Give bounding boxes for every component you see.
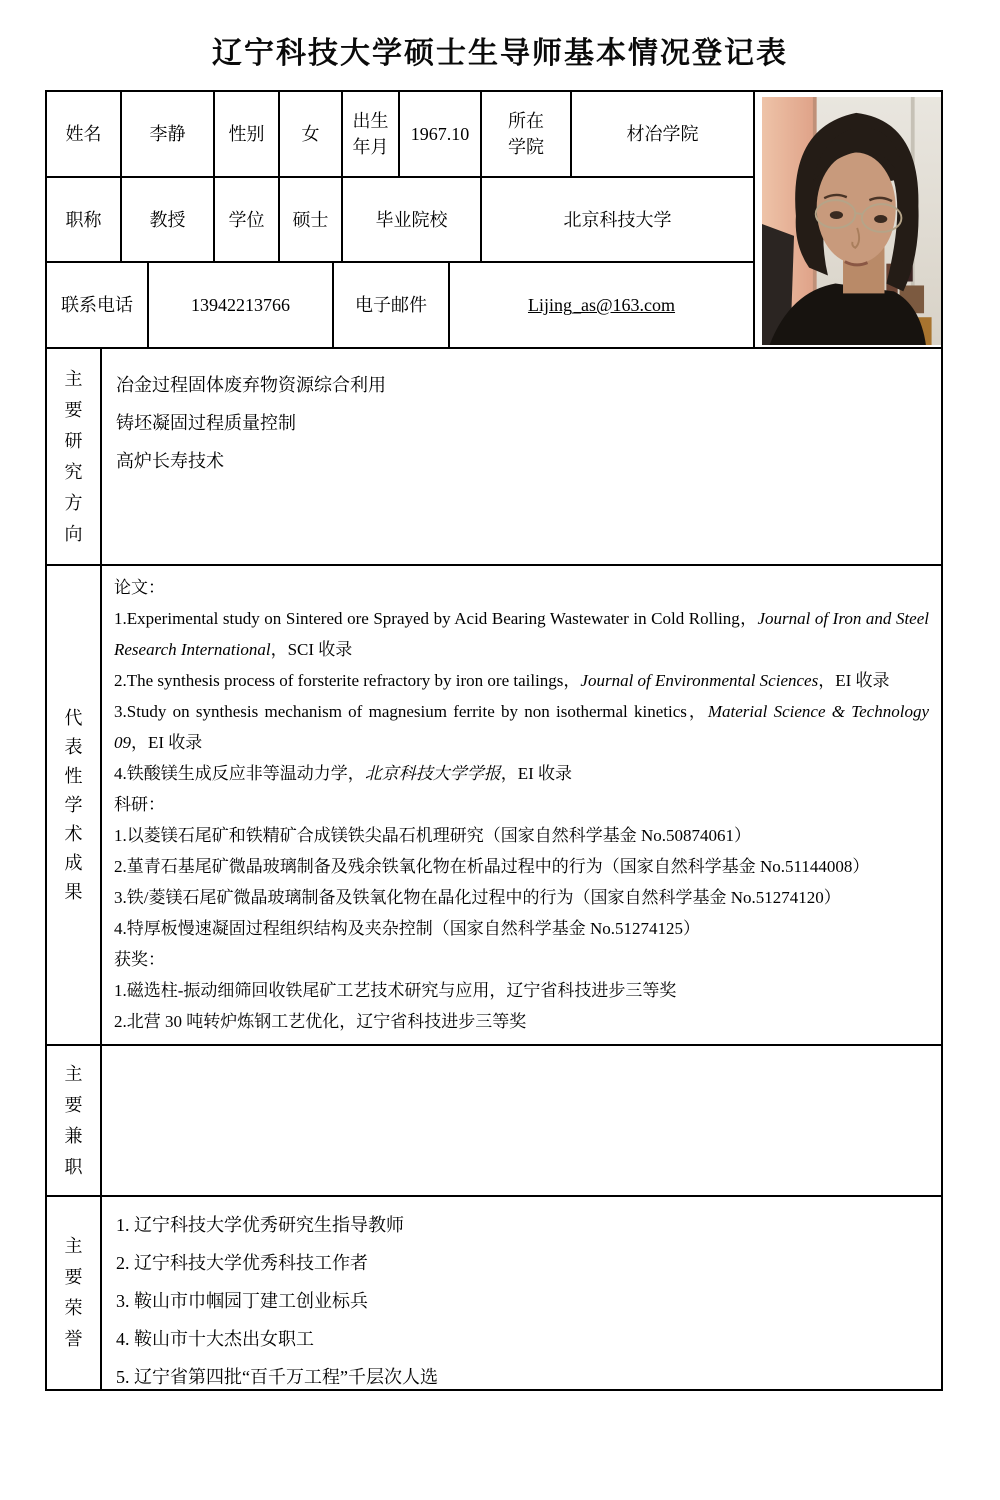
text-line [114,789,929,820]
text-line [114,882,929,913]
vertical-label-char: 职 [64,1156,83,1177]
school-value: 北京科技大学 [482,178,755,262]
title-value: 教授 [122,178,215,262]
vertical-label-char: 主 [64,1063,83,1084]
phone-label: 联系电话 [47,263,149,347]
text-run: ，EI 收录 [131,733,203,752]
text-line [114,944,929,975]
vertical-label-char: 要 [64,1094,83,1115]
gender-label: 性别 [215,92,280,176]
photo-cell [755,92,941,347]
title-label: 职称 [47,178,122,262]
text-line [114,696,929,758]
vertical-label-char: 方 [64,492,83,513]
text-line [114,913,929,944]
row-contact [47,263,755,347]
school-label: 毕业院校 [343,178,482,262]
text-line [114,851,929,882]
achievements-label [47,566,102,1044]
form-table [45,90,943,1391]
text-run: 1.磁选柱-振动细筛回收铁尾矿工艺技术研究与应用，辽宁省科技进步三等奖 [114,981,677,1000]
text-line: 4. 鞍山市十大杰出女职工 [116,1329,314,1349]
text-run: ，SCI 收录 [270,640,353,659]
text-run: 2.堇青石基尾矿微晶玻璃制备及残余铁氧化物在析晶过程中的行为（国家自然科学基金 No.51144008） [114,857,870,876]
text-line [114,820,929,851]
text-run: 科研： [114,795,165,814]
text-line: 冶金过程固体废弃物资源综合利用 [116,375,386,395]
text-line [114,1006,929,1037]
vertical-label-char: 誉 [64,1329,83,1349]
text-run: 2.北营 30 吨转炉炼钢工艺优化，辽宁省科技进步三等奖 [114,1012,527,1031]
name-label: 姓名 [47,92,122,176]
positions-label [47,1046,102,1195]
text-line [114,758,929,789]
text-run: ，EI 收录 [818,671,890,690]
identity-block [47,92,941,349]
college-value: 材冶学院 [572,92,755,176]
journal-name: Material Science & Technology 09 [114,702,929,752]
gender-value: 女 [280,92,343,176]
vertical-label-char: 表 [64,736,83,757]
email-link[interactable]: Lijing_as@163.com [527,295,676,316]
text-run: 3.铁/菱镁石尾矿微晶玻璃制备及铁氧化物在晶化过程中的行为（国家自然科学基金 No.51274120） [114,888,841,907]
text-run: 获奖： [114,950,165,969]
row-name [47,92,755,178]
birth-label [343,92,400,176]
text-run: 1.以菱镁石尾矿和铁精矿合成镁铁尖晶石机理研究（国家自然科学基金 No.50874061） [114,826,752,845]
section-positions [47,1046,941,1197]
vertical-label-char: 术 [64,823,83,844]
research-content [102,349,941,564]
vertical-label-char: 成 [64,852,83,873]
vertical-label-char: 向 [64,523,83,544]
text-run: 4.特厚板慢速凝固过程组织结构及夹杂控制（国家自然科学基金 No.51274125） [114,919,701,938]
text-run: 论文： [114,578,165,597]
text-run: 2.The synthesis process of forsterite refractory by iron ore tailings， [114,671,581,690]
vertical-label-char: 学 [64,794,83,815]
degree-label: 学位 [215,178,280,262]
text-line [114,975,929,1006]
vertical-label-char: 研 [64,430,83,451]
vertical-label-char: 性 [64,765,83,786]
vertical-label-char: 兼 [64,1125,83,1146]
text-line [114,572,929,603]
text-line [114,665,929,696]
text-line: 5. 辽宁省第四批“百千万工程”千层次人选 [116,1367,438,1387]
journal-name: Journal of Iron and Steel Research International [114,609,929,659]
text-line: 铸坯凝固过程质量控制 [116,413,296,433]
vertical-label-char: 要 [64,399,83,420]
phone-value: 13942213766 [149,263,334,347]
text-run: 3.Study on synthesis mechanism of magnesium ferrite by non isothermal kinetics， [114,702,708,721]
college-label-text: 所在学院 [508,110,544,157]
vertical-label-char: 荣 [64,1298,83,1318]
positions-content [102,1046,941,1195]
vertical-label-char: 果 [64,881,83,902]
portrait-photo [762,97,941,345]
birth-label-text: 出生年月 [352,110,389,157]
identity-grid [47,92,755,347]
degree-value: 硕士 [280,178,343,262]
text-line: 高炉长寿技术 [116,451,224,471]
section-honors [47,1197,941,1389]
vertical-label-char: 究 [64,461,83,482]
email-label: 电子邮件 [334,263,450,347]
text-run: 4.铁酸镁生成反应非等温动力学， [114,764,365,783]
section-research [47,349,941,566]
achievements-content [102,566,941,1044]
honors-label [47,1197,102,1389]
name-value: 李静 [122,92,215,176]
text-line: 3. 鞍山市巾帼园丁建工创业标兵 [116,1291,368,1311]
text-run: ，EI 收录 [500,764,573,783]
text-run: 1.Experimental study on Sintered ore Sprayed by Acid Bearing Wastewater in Cold Rolling， [114,609,758,628]
section-achievements [47,566,941,1046]
college-label [482,92,572,176]
journal-name: Journal of Environmental Sciences [580,671,819,690]
page-title: 辽宁科技大学硕士生导师基本情况登记表 [212,37,788,70]
vertical-label-char: 要 [64,1267,83,1287]
research-label [47,349,102,564]
text-line: 1. 辽宁科技大学优秀研究生指导教师 [116,1215,404,1235]
email-cell [450,263,755,347]
vertical-label-char: 主 [64,368,83,389]
text-line: 2. 辽宁科技大学优秀科技工作者 [116,1253,368,1273]
vertical-label-char: 主 [64,1236,83,1256]
honors-content [102,1197,941,1389]
vertical-label-char: 代 [64,707,83,728]
journal-name: 北京科技大学学报 [364,764,501,783]
birth-value: 1967.10 [400,92,482,176]
text-line [114,603,929,665]
row-title [47,178,755,264]
